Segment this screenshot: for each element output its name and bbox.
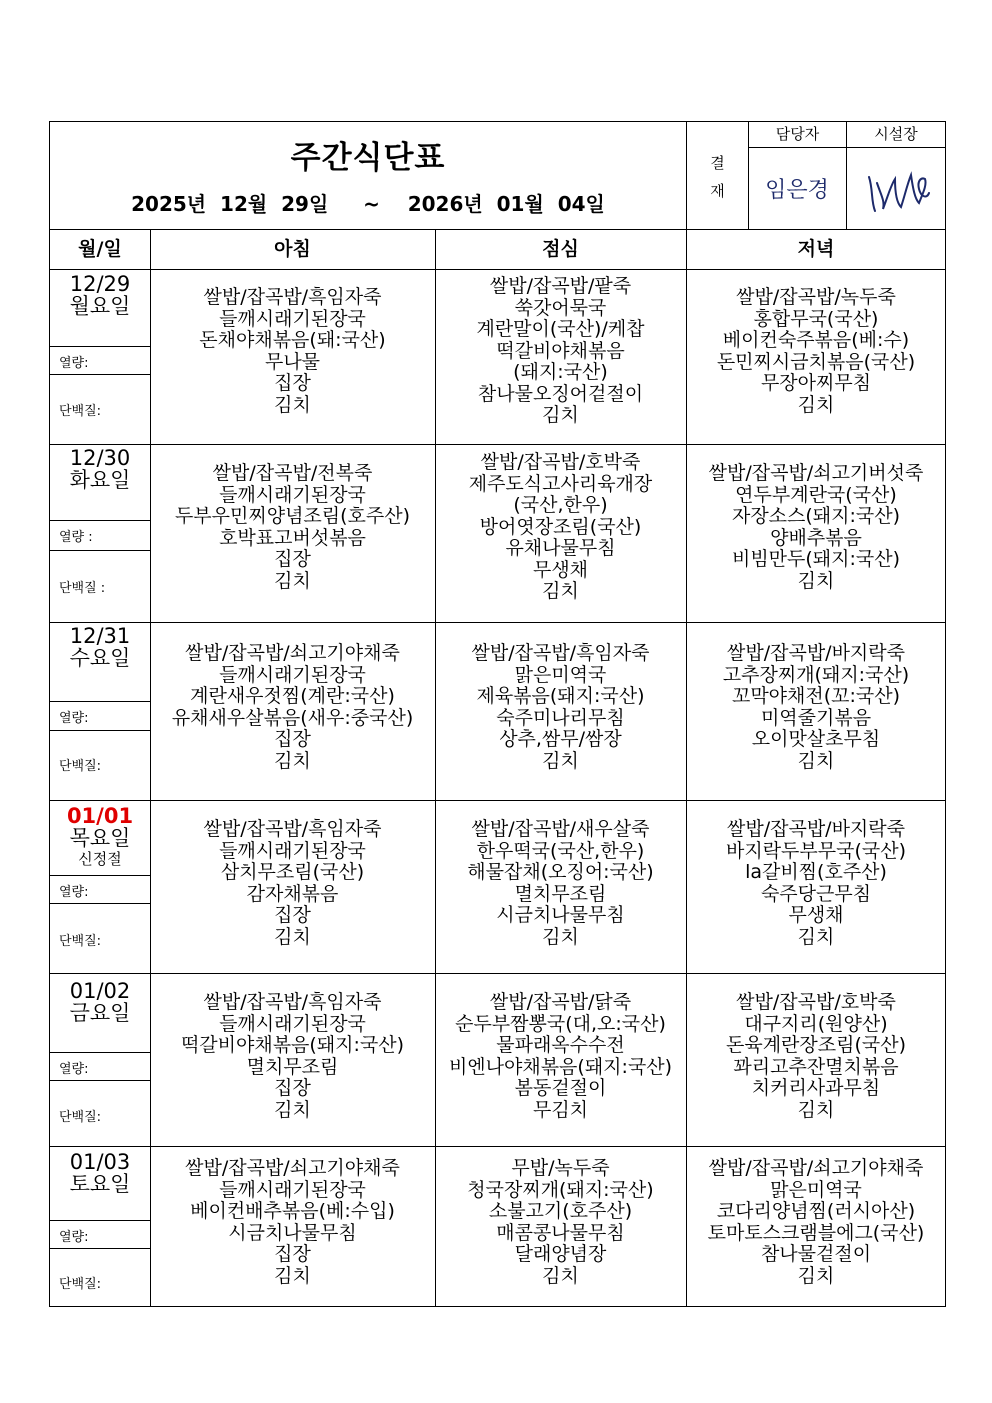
breakfast-menu	[150, 1158, 435, 1287]
menu-item: 멸치무조림	[246, 1055, 339, 1078]
menu-item: 집장	[274, 904, 311, 926]
menu-item: 꽈리고추잔멸치볶음	[733, 1055, 899, 1078]
menu-item: 제육볶음(돼지:국산)	[476, 685, 645, 707]
breakfast-menu	[150, 992, 435, 1121]
menu-item: 돈민찌시금치볶음(국산)	[716, 350, 916, 373]
menu-item: 두부우민찌양념조림(호주산)	[174, 505, 411, 527]
calorie-label: 열량 :	[59, 530, 93, 545]
menu-item: 김치	[274, 925, 311, 948]
menu-item: 김치	[274, 569, 311, 592]
menu-item: 미역줄기볶음	[760, 706, 872, 729]
menu-item: 쌀밥/잡곡밥/새우살죽	[471, 818, 650, 840]
menu-item: 상추,쌈무/쌈장	[499, 728, 622, 750]
menu-item: 무생채	[532, 558, 589, 581]
day-cell	[50, 981, 150, 1025]
menu-item: 양배추볶음	[770, 526, 862, 549]
menu-item: 김치	[542, 1264, 579, 1287]
menu-item: 숙주당근무침	[760, 882, 872, 905]
menu-item: 김치	[542, 749, 579, 772]
menu-item: 김치	[542, 925, 579, 948]
weekday-text: 월요일	[69, 294, 131, 318]
column-header-lunch: 점심	[542, 238, 579, 260]
calorie-label: 열량:	[59, 1230, 89, 1245]
dinner-menu	[686, 643, 946, 772]
manager-signature-text: 임은경	[765, 178, 829, 203]
menu-item: 꼬막야채전(꼬:국산)	[731, 685, 901, 707]
menu-item: 치커리사과무침	[751, 1077, 881, 1099]
day-cell	[50, 806, 150, 869]
menu-item: 집장	[274, 372, 311, 394]
menu-item: 순두부짬뽕국(대,오:국산)	[455, 1012, 666, 1035]
weekday-text: 화요일	[69, 468, 131, 492]
menu-item: 떡갈비야채볶음(돼지:국산)	[180, 1034, 405, 1056]
menu-item: 쌀밥/잡곡밥/바지락죽	[727, 642, 905, 664]
weekday-text: 수요일	[69, 646, 131, 670]
menu-item: 멸치무조림	[514, 882, 607, 905]
label-divider	[50, 550, 150, 551]
menu-item: 한우떡국(국산,한우)	[476, 839, 645, 862]
menu-item: 김치	[542, 580, 579, 602]
menu-item: 김치	[797, 1264, 835, 1287]
menu-item: (돼지:국산)	[513, 361, 608, 383]
approval-label-2: 재	[710, 182, 725, 200]
row-divider	[50, 800, 946, 801]
menu-item: 쑥갓어묵국	[514, 296, 607, 319]
row-divider	[50, 269, 946, 270]
menu-item: 쌀밥/잡곡밥/팥죽	[489, 275, 632, 297]
menu-item: 비엔나야채볶음(돼지:국산)	[448, 1055, 673, 1078]
lunch-menu	[435, 1158, 686, 1287]
row-divider	[50, 622, 946, 623]
menu-item: 참나물겉절이	[760, 1243, 872, 1265]
date-text: 01/02	[69, 979, 131, 1003]
column-header-dinner: 저녁	[797, 238, 835, 260]
approval-label	[686, 122, 748, 229]
menu-item: 김치	[797, 393, 835, 416]
day-cell	[50, 448, 150, 492]
dinner-menu	[686, 992, 946, 1121]
lunch-menu	[435, 643, 686, 772]
menu-item: 시금치나물무침	[496, 904, 625, 926]
day-cell	[50, 1152, 150, 1196]
manager-title: 담당자	[749, 122, 846, 148]
calorie-label: 열량:	[59, 1062, 89, 1077]
date-text: 12/31	[69, 624, 131, 648]
protein-label: 단백질 :	[59, 581, 106, 596]
menu-item: 홍합무국(국산)	[753, 307, 879, 330]
menu-item: 쌀밥/잡곡밥/흑임자죽	[203, 286, 382, 308]
menu-item: 무생채	[788, 904, 844, 926]
menu-item: 무밥/녹두죽	[511, 1157, 610, 1179]
menu-period: 2025년 12월 29일 ~ 2026년 01월 04일	[131, 192, 605, 216]
dinner-menu	[686, 463, 946, 592]
lunch-menu	[435, 452, 686, 603]
director-signature-image	[847, 149, 946, 229]
director-title: 시설장	[847, 122, 945, 148]
label-divider	[50, 346, 150, 347]
menu-item: 해물잡채(오징어:국산)	[467, 861, 654, 883]
menu-item: 쌀밥/잡곡밥/바지락죽	[727, 818, 905, 840]
menu-item: 계란말이(국산)/케찹	[476, 318, 645, 340]
date-text: 12/30	[69, 446, 131, 470]
menu-item: 대구지리(원양산)	[744, 1012, 888, 1035]
menu-table	[49, 229, 946, 1307]
menu-item: 무나물	[264, 350, 321, 373]
menu-item: 베이컨숙주볶음(베:수)	[722, 329, 910, 351]
menu-item: 감자채볶음	[246, 882, 339, 905]
column-header-breakfast: 아침	[274, 238, 311, 260]
weekday-text: 금요일	[69, 1001, 131, 1025]
dinner-menu	[686, 1158, 946, 1287]
menu-item: 유채새우살볶음(새우:중국산)	[171, 706, 414, 729]
weekday-text: 목요일	[69, 826, 131, 850]
menu-item: 자장소스(돼지:국산)	[731, 505, 901, 527]
menu-item: 쌀밥/잡곡밥/쇠고기야채죽	[185, 1157, 400, 1179]
label-divider	[50, 701, 150, 702]
menu-item: 바지락두부무국(국산)	[725, 839, 906, 862]
header	[49, 121, 946, 230]
breakfast-menu	[150, 643, 435, 772]
menu-item: 봄동겉절이	[514, 1077, 607, 1099]
menu-item: (국산,한우)	[513, 494, 608, 516]
menu-item: 무김치	[532, 1098, 589, 1121]
menu-item: 김치	[274, 1264, 311, 1287]
calorie-label: 열량:	[59, 356, 89, 371]
menu-item: 맑은미역국	[514, 663, 607, 686]
menu-item: 들깨시래기된장국	[219, 1178, 366, 1201]
menu-item: 쌀밥/잡곡밥/쇠고기버섯죽	[708, 462, 924, 484]
menu-item: 무장아찌무침	[760, 372, 872, 394]
menu-item: 시금치나물무침	[228, 1221, 357, 1244]
menu-item: 달래양념장	[514, 1243, 607, 1265]
menu-item: 들깨시래기된장국	[219, 839, 366, 862]
menu-item: 들깨시래기된장국	[219, 307, 366, 330]
dinner-menu	[686, 819, 946, 948]
menu-item: 쌀밥/잡곡밥/녹두죽	[736, 286, 896, 308]
approval-label-1: 결	[710, 154, 725, 172]
manager-approval	[748, 122, 846, 229]
menu-item: 집장	[274, 728, 311, 750]
breakfast-menu	[150, 463, 435, 592]
day-cell	[50, 626, 150, 670]
menu-item: 물파래옥수수전	[496, 1034, 625, 1056]
label-divider	[50, 1080, 150, 1081]
label-divider	[50, 903, 150, 904]
menu-item: 김치	[542, 404, 579, 426]
menu-item: 고추장찌개(돼지:국산)	[722, 663, 910, 686]
menu-item: 김치	[274, 393, 311, 416]
menu-item: 김치	[797, 925, 835, 948]
title-area	[50, 122, 686, 229]
menu-item: 김치	[274, 749, 311, 772]
menu-item: 방어엿장조림(국산)	[479, 515, 642, 538]
menu-item: 토마토스크램블에그(국산)	[707, 1221, 925, 1244]
protein-label: 단백질:	[59, 934, 102, 949]
menu-item: 베이컨배추볶음(베:수입)	[190, 1200, 395, 1222]
row-divider	[50, 1146, 946, 1147]
menu-item: 쌀밥/잡곡밥/쇠고기야채죽	[185, 642, 400, 664]
menu-item: 소불고기(호주산)	[488, 1200, 633, 1222]
menu-sheet	[49, 121, 946, 1307]
menu-item: 떡갈비야채볶음	[496, 339, 625, 362]
menu-item: 김치	[797, 749, 835, 772]
lunch-menu	[435, 992, 686, 1121]
label-divider	[50, 875, 150, 876]
menu-item: 쌀밥/잡곡밥/호박죽	[736, 991, 896, 1013]
label-divider	[50, 730, 150, 731]
day-cell	[50, 274, 150, 318]
menu-item: 숙주미나리무침	[496, 706, 625, 729]
menu-item: 맑은미역국	[770, 1178, 862, 1201]
menu-item: 호박표고버섯볶음	[219, 526, 366, 549]
menu-item: 김치	[274, 1098, 311, 1121]
menu-item: 코다리양념찜(러시아산)	[716, 1200, 916, 1222]
date-text: 12/29	[69, 272, 131, 296]
lunch-menu	[435, 276, 686, 427]
menu-item: 들깨시래기된장국	[219, 483, 366, 506]
breakfast-menu	[150, 287, 435, 416]
row-divider	[50, 973, 946, 974]
menu-item: 비빔만두(돼지:국산)	[731, 548, 901, 570]
menu-item: 쌀밥/잡곡밥/흑임자죽	[203, 818, 382, 840]
menu-item: 쌀밥/잡곡밥/닭죽	[489, 991, 632, 1013]
menu-item: 쌀밥/잡곡밥/호박죽	[480, 451, 641, 473]
menu-item: 쌀밥/잡곡밥/전복죽	[212, 462, 373, 484]
breakfast-menu	[150, 819, 435, 948]
label-divider	[50, 374, 150, 375]
protein-label: 단백질:	[59, 1277, 102, 1292]
menu-item: 쌀밥/잡곡밥/쇠고기야채죽	[708, 1157, 924, 1179]
manager-signature-image	[749, 149, 846, 229]
date-text: 01/01	[66, 804, 134, 828]
menu-item: 들깨시래기된장국	[219, 1012, 366, 1035]
menu-item: 오이맛살초무침	[751, 728, 881, 750]
label-divider	[50, 1052, 150, 1053]
menu-item: 쌀밥/잡곡밥/흑임자죽	[471, 642, 650, 664]
manager-signature	[749, 149, 846, 229]
menu-item: 계란새우젓찜(계란:국산)	[190, 685, 395, 707]
column-header-day: 월/일	[78, 238, 122, 260]
menu-item: 돈육계란장조림(국산)	[725, 1034, 906, 1056]
menu-item: 집장	[274, 1077, 311, 1099]
calorie-label: 열량:	[59, 711, 89, 726]
menu-item: 들깨시래기된장국	[219, 663, 366, 686]
menu-item: 매콤콩나물무침	[496, 1221, 625, 1244]
protein-label: 단백질:	[59, 404, 102, 419]
holiday-text: 신정절	[78, 850, 122, 868]
dinner-menu	[686, 287, 946, 416]
menu-item: 제주도식고사리육개장	[468, 472, 653, 495]
label-divider	[50, 1220, 150, 1221]
date-text: 01/03	[69, 1150, 131, 1174]
row-divider	[50, 444, 946, 445]
label-divider	[50, 520, 150, 521]
menu-item: la갈비찜(호주산)	[745, 861, 887, 883]
menu-item: 유채나물무침	[505, 537, 616, 559]
menu-item: 김치	[797, 1098, 835, 1121]
page-title: 주간식단표	[290, 140, 446, 176]
menu-item: 집장	[274, 548, 311, 570]
calorie-label: 열량:	[59, 885, 89, 900]
weekday-text: 토요일	[69, 1172, 131, 1196]
menu-item: 김치	[797, 569, 835, 592]
menu-item: 연두부계란국(국산)	[735, 483, 897, 506]
menu-item: 청국장찌개(돼지:국산)	[467, 1178, 654, 1201]
lunch-menu	[435, 819, 686, 948]
menu-item: 삼치무조림(국산)	[220, 861, 365, 883]
menu-item: 돈채야채볶음(돼:국산)	[199, 329, 386, 351]
protein-label: 단백질:	[59, 759, 102, 774]
director-approval	[846, 122, 945, 229]
menu-item: 쌀밥/잡곡밥/흑임자죽	[203, 991, 382, 1013]
menu-item: 집장	[274, 1243, 311, 1265]
director-signature	[847, 149, 945, 229]
menu-item: 참나물오징어겉절이	[477, 382, 644, 405]
protein-label: 단백질:	[59, 1110, 102, 1125]
label-divider	[50, 1248, 150, 1249]
